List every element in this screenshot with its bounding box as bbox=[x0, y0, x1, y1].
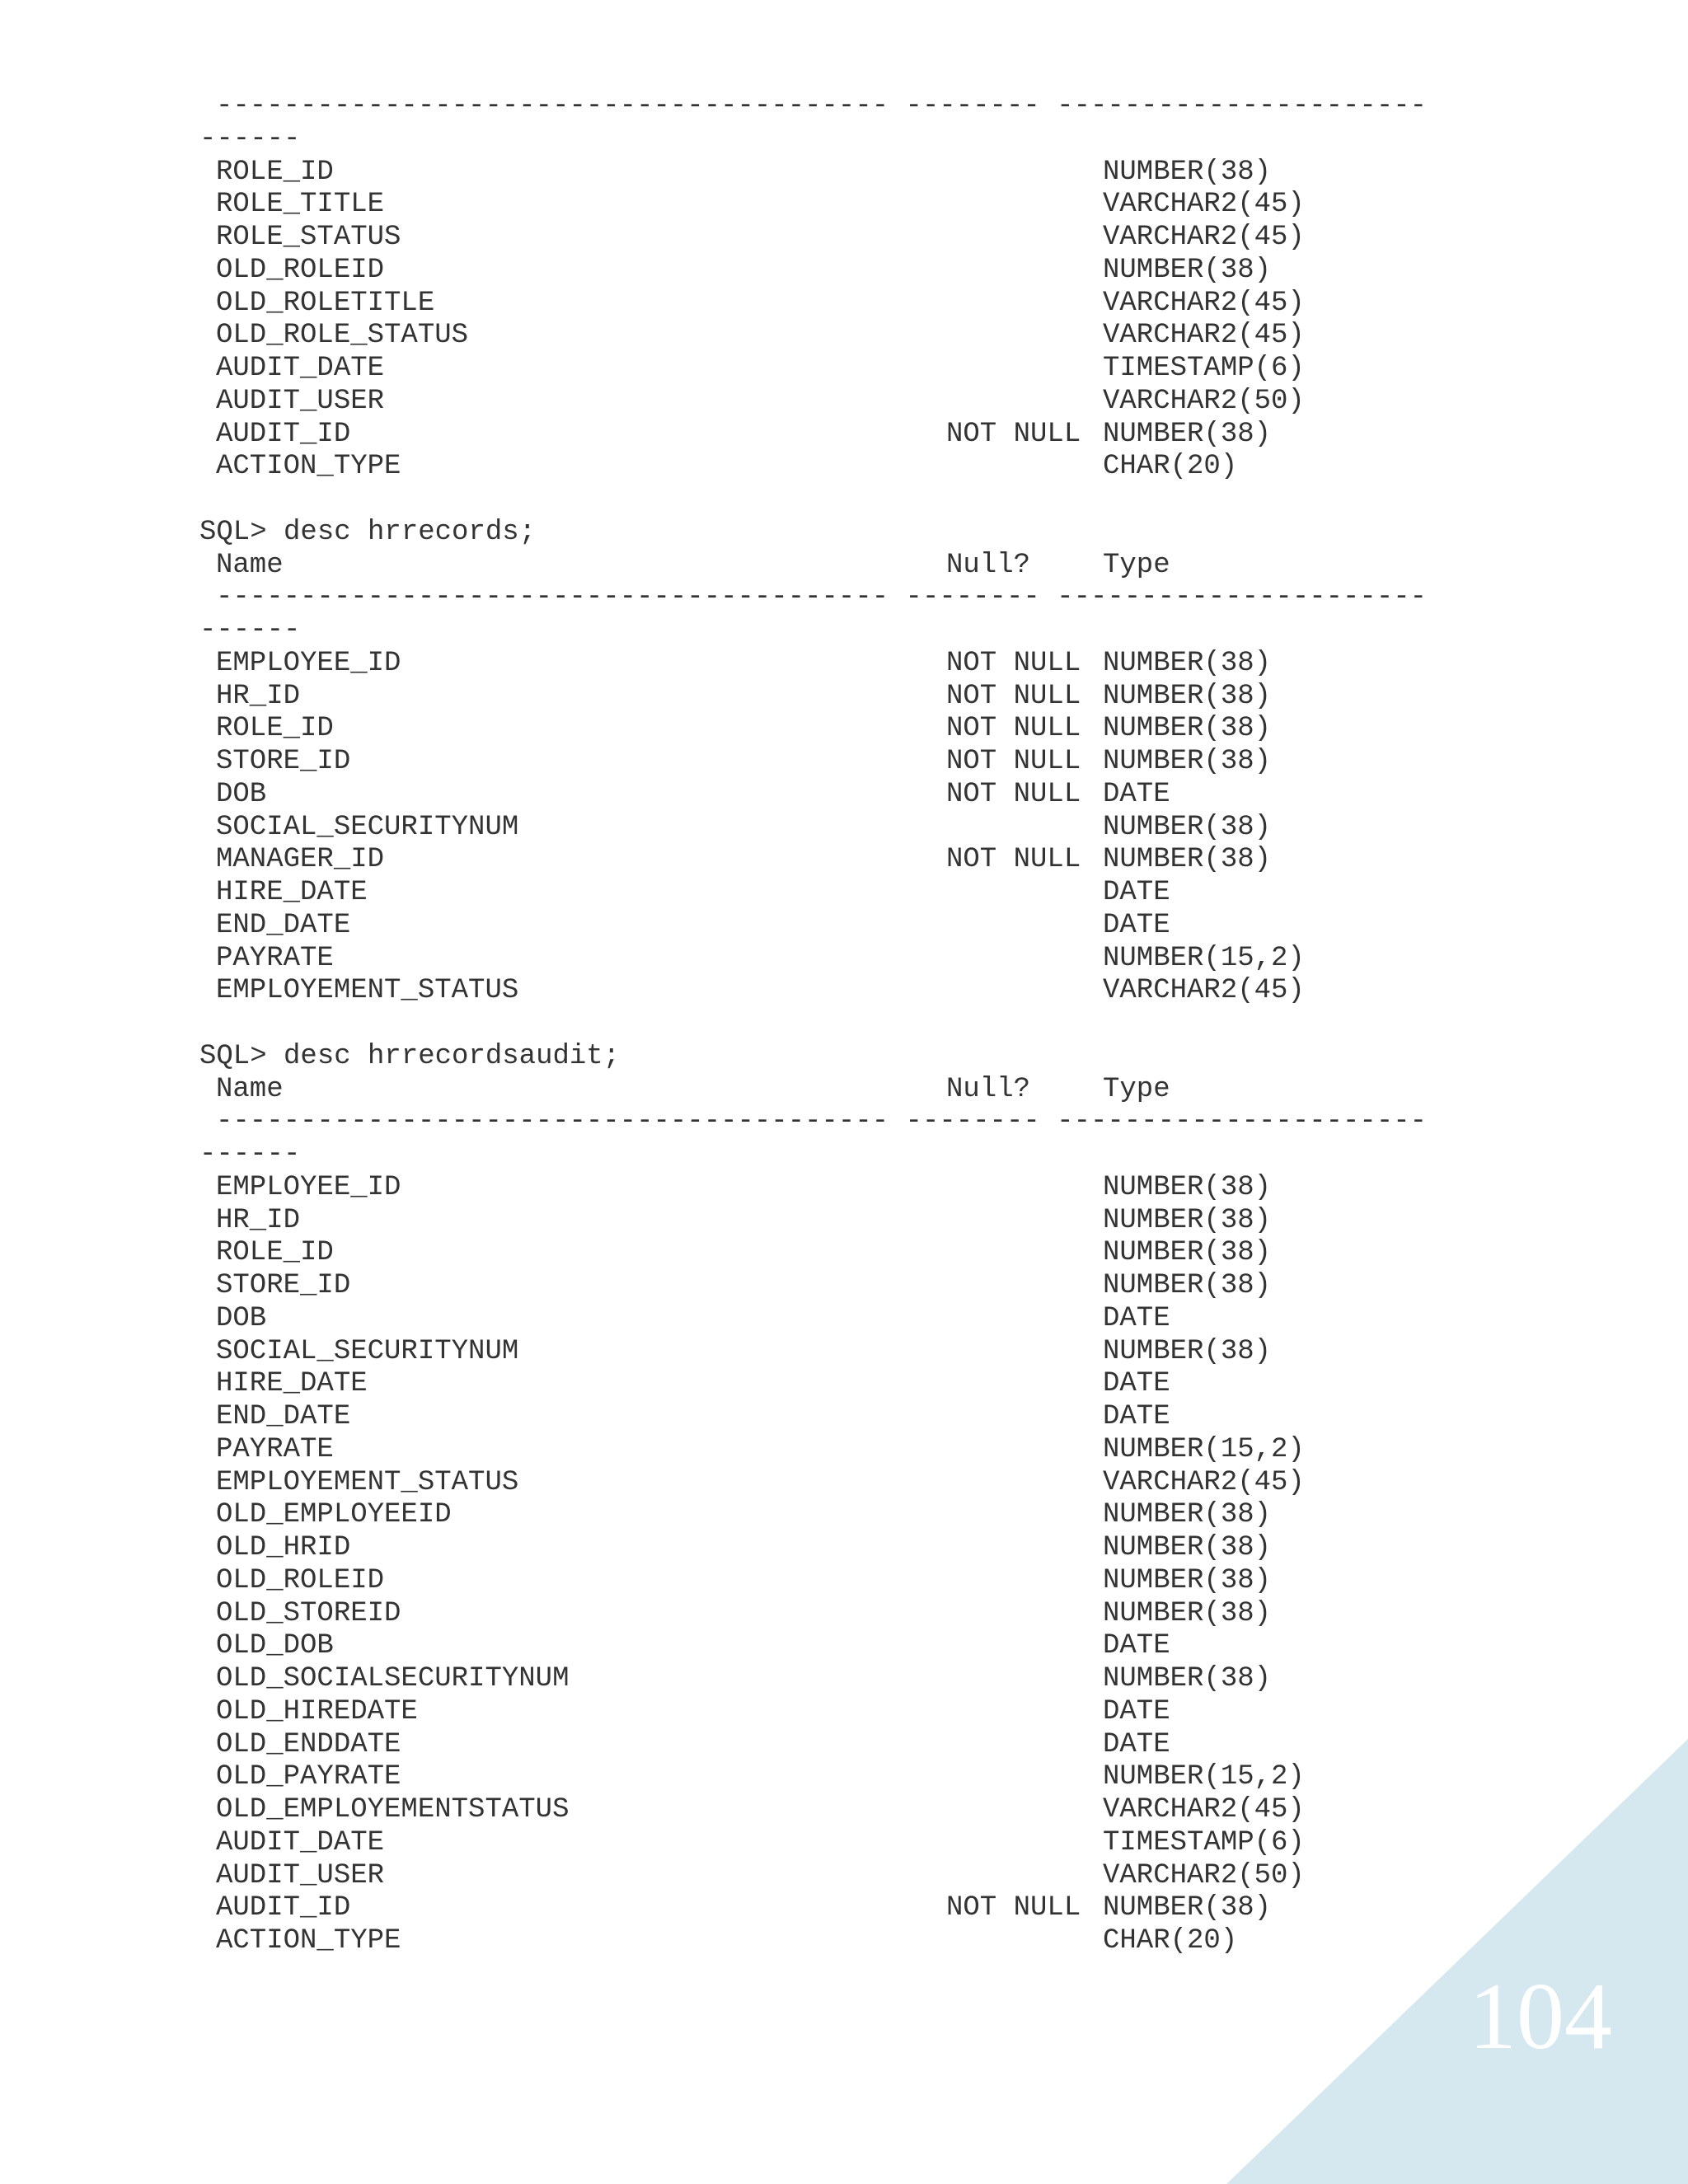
column-type: VARCHAR2(50) bbox=[1103, 1859, 1305, 1891]
column-type: NUMBER(38) bbox=[1103, 647, 1272, 679]
column-row bbox=[199, 746, 1551, 779]
column-type: DATE bbox=[1103, 778, 1170, 810]
header-null: Null? bbox=[946, 1073, 1031, 1105]
column-name: ROLE_ID bbox=[216, 713, 334, 745]
column-type: NUMBER(15,2) bbox=[1103, 1433, 1305, 1465]
header-type: Type bbox=[1103, 549, 1170, 581]
column-header-row bbox=[199, 1074, 1551, 1107]
column-name: OLD_ROLEID bbox=[216, 1564, 385, 1596]
column-null: NOT NULL bbox=[946, 746, 1081, 777]
column-name: HR_ID bbox=[216, 1204, 301, 1236]
column-name: STORE_ID bbox=[216, 1270, 351, 1301]
column-type: NUMBER(38) bbox=[1103, 1499, 1272, 1531]
column-row bbox=[199, 713, 1551, 746]
column-type: VARCHAR2(45) bbox=[1103, 222, 1305, 253]
column-name: DOB bbox=[216, 1302, 267, 1334]
column-row bbox=[199, 943, 1551, 976]
column-row bbox=[199, 1827, 1551, 1860]
column-name: SOCIAL_SECURITYNUM bbox=[216, 811, 519, 843]
column-name: ROLE_TITLE bbox=[216, 189, 385, 221]
separator-line: ---------------------------------------- -------- ---------------------- bbox=[216, 1106, 1428, 1138]
column-row bbox=[199, 1336, 1551, 1369]
column-type: CHAR(20) bbox=[1103, 451, 1238, 483]
column-row bbox=[199, 1467, 1551, 1500]
column-type: NUMBER(38) bbox=[1103, 156, 1272, 188]
column-name: EMPLOYEE_ID bbox=[216, 1171, 401, 1203]
column-name: OLD_PAYRATE bbox=[216, 1761, 401, 1793]
sql-prompt: SQL> desc hrrecordsaudit; bbox=[199, 1040, 621, 1072]
page-number: 104 bbox=[1469, 1964, 1612, 2069]
column-row bbox=[199, 975, 1551, 1008]
column-row bbox=[199, 353, 1551, 386]
column-type: VARCHAR2(45) bbox=[1103, 1466, 1305, 1498]
column-row bbox=[199, 386, 1551, 419]
column-name: EMPLOYEMENT_STATUS bbox=[216, 975, 519, 1007]
column-header-row bbox=[199, 550, 1551, 583]
column-row bbox=[199, 1401, 1551, 1434]
column-name: AUDIT_ID bbox=[216, 1892, 351, 1924]
column-row bbox=[199, 910, 1551, 943]
column-row bbox=[199, 157, 1551, 190]
column-type: TIMESTAMP(6) bbox=[1103, 353, 1305, 384]
header-name: Name bbox=[216, 549, 284, 581]
column-type: DATE bbox=[1103, 909, 1170, 941]
column-type: CHAR(20) bbox=[1103, 1925, 1238, 1957]
column-row bbox=[199, 681, 1551, 714]
column-name: OLD_ROLETITLE bbox=[216, 287, 435, 319]
column-name: OLD_ENDDATE bbox=[216, 1728, 401, 1760]
column-row bbox=[199, 1729, 1551, 1762]
column-row bbox=[199, 779, 1551, 812]
column-row bbox=[199, 419, 1551, 452]
column-name: HIRE_DATE bbox=[216, 1368, 368, 1400]
column-type: VARCHAR2(45) bbox=[1103, 189, 1305, 221]
column-name: ROLE_ID bbox=[216, 1237, 334, 1269]
column-name: OLD_EMPLOYEEID bbox=[216, 1499, 452, 1531]
column-type: VARCHAR2(45) bbox=[1103, 975, 1305, 1007]
column-name: STORE_ID bbox=[216, 746, 351, 777]
column-name: OLD_DOB bbox=[216, 1630, 334, 1662]
column-name: OLD_SOCIALSECURITYNUM bbox=[216, 1663, 570, 1694]
column-type: NUMBER(38) bbox=[1103, 1270, 1272, 1301]
column-type: NUMBER(15,2) bbox=[1103, 1761, 1305, 1793]
column-type: DATE bbox=[1103, 1401, 1170, 1432]
column-row bbox=[199, 1270, 1551, 1303]
column-name: ROLE_ID bbox=[216, 156, 334, 188]
column-row bbox=[199, 1860, 1551, 1893]
column-name: AUDIT_DATE bbox=[216, 353, 385, 384]
column-type: NUMBER(38) bbox=[1103, 254, 1272, 286]
column-name: AUDIT_DATE bbox=[216, 1826, 385, 1858]
column-type: VARCHAR2(45) bbox=[1103, 320, 1305, 352]
column-type: NUMBER(15,2) bbox=[1103, 942, 1305, 974]
column-name: END_DATE bbox=[216, 909, 351, 941]
column-null: NOT NULL bbox=[946, 680, 1081, 712]
describe-block bbox=[199, 1041, 1551, 1958]
column-name: AUDIT_USER bbox=[216, 1859, 385, 1891]
column-type: NUMBER(38) bbox=[1103, 844, 1272, 876]
column-row bbox=[199, 877, 1551, 910]
column-row bbox=[199, 320, 1551, 353]
column-name: SOCIAL_SECURITYNUM bbox=[216, 1335, 519, 1367]
column-name: HIRE_DATE bbox=[216, 877, 368, 908]
column-name: PAYRATE bbox=[216, 942, 334, 974]
separator-wrap: ------ bbox=[199, 123, 301, 155]
column-row bbox=[199, 1925, 1551, 1958]
column-name: EMPLOYEMENT_STATUS bbox=[216, 1466, 519, 1498]
column-name: DOB bbox=[216, 778, 267, 810]
column-type: NUMBER(38) bbox=[1103, 418, 1272, 450]
column-name: OLD_ROLE_STATUS bbox=[216, 320, 469, 352]
column-row bbox=[199, 1630, 1551, 1663]
column-name: OLD_STOREID bbox=[216, 1597, 401, 1629]
header-null: Null? bbox=[946, 549, 1031, 581]
column-row bbox=[199, 1761, 1551, 1794]
column-row bbox=[199, 844, 1551, 877]
column-name: HR_ID bbox=[216, 680, 301, 712]
column-type: DATE bbox=[1103, 877, 1170, 908]
header-name: Name bbox=[216, 1073, 284, 1105]
column-type: DATE bbox=[1103, 1302, 1170, 1334]
column-name: END_DATE bbox=[216, 1401, 351, 1432]
column-row bbox=[199, 1303, 1551, 1336]
column-name: OLD_ROLEID bbox=[216, 254, 385, 286]
column-name: ROLE_STATUS bbox=[216, 222, 401, 253]
column-row bbox=[199, 812, 1551, 845]
column-type: NUMBER(38) bbox=[1103, 1892, 1272, 1924]
column-type: DATE bbox=[1103, 1630, 1170, 1662]
column-type: NUMBER(38) bbox=[1103, 680, 1272, 712]
column-type: NUMBER(38) bbox=[1103, 1663, 1272, 1694]
header-type: Type bbox=[1103, 1073, 1170, 1105]
describe-block bbox=[199, 91, 1551, 484]
column-type: NUMBER(38) bbox=[1103, 1171, 1272, 1203]
column-type: VARCHAR2(45) bbox=[1103, 1794, 1305, 1825]
column-null: NOT NULL bbox=[946, 844, 1081, 876]
column-row bbox=[199, 1532, 1551, 1565]
column-row bbox=[199, 222, 1551, 255]
column-row bbox=[199, 1696, 1551, 1729]
column-type: NUMBER(38) bbox=[1103, 1204, 1272, 1236]
column-type: NUMBER(38) bbox=[1103, 1564, 1272, 1596]
column-type: DATE bbox=[1103, 1368, 1170, 1400]
column-row bbox=[199, 1368, 1551, 1401]
column-row bbox=[199, 1794, 1551, 1827]
column-type: VARCHAR2(45) bbox=[1103, 287, 1305, 319]
describe-block bbox=[199, 517, 1551, 1008]
column-null: NOT NULL bbox=[946, 647, 1081, 679]
column-name: PAYRATE bbox=[216, 1433, 334, 1465]
column-name: OLD_EMPLOYEMENTSTATUS bbox=[216, 1794, 570, 1825]
column-name: EMPLOYEE_ID bbox=[216, 647, 401, 679]
column-name: AUDIT_USER bbox=[216, 385, 385, 417]
column-row bbox=[199, 1434, 1551, 1467]
column-name: OLD_HIREDATE bbox=[216, 1695, 418, 1727]
column-null: NOT NULL bbox=[946, 418, 1081, 450]
column-name: OLD_HRID bbox=[216, 1532, 351, 1563]
column-row bbox=[199, 451, 1551, 484]
column-null: NOT NULL bbox=[946, 1892, 1081, 1924]
column-row bbox=[199, 1237, 1551, 1270]
column-type: NUMBER(38) bbox=[1103, 713, 1272, 745]
sql-output bbox=[199, 91, 1551, 1958]
column-type: NUMBER(38) bbox=[1103, 1532, 1272, 1563]
column-row bbox=[199, 1172, 1551, 1205]
column-row bbox=[199, 1565, 1551, 1598]
sql-prompt: SQL> desc hrrecords; bbox=[199, 516, 537, 548]
separator-line: ---------------------------------------- -------- ---------------------- bbox=[216, 91, 1428, 122]
separator-wrap: ------ bbox=[199, 1139, 301, 1170]
column-type: DATE bbox=[1103, 1695, 1170, 1727]
column-row bbox=[199, 1205, 1551, 1238]
column-row bbox=[199, 1663, 1551, 1696]
column-row bbox=[199, 1499, 1551, 1532]
column-type: NUMBER(38) bbox=[1103, 746, 1272, 777]
column-type: VARCHAR2(50) bbox=[1103, 385, 1305, 417]
column-row bbox=[199, 1892, 1551, 1925]
column-type: NUMBER(38) bbox=[1103, 1237, 1272, 1269]
column-name: ACTION_TYPE bbox=[216, 451, 401, 483]
column-type: NUMBER(38) bbox=[1103, 1335, 1272, 1367]
column-row bbox=[199, 1598, 1551, 1631]
column-name: MANAGER_ID bbox=[216, 844, 385, 876]
separator-line: ---------------------------------------- -------- ---------------------- bbox=[216, 582, 1428, 614]
column-null: NOT NULL bbox=[946, 778, 1081, 810]
column-row bbox=[199, 189, 1551, 222]
column-row bbox=[199, 255, 1551, 288]
column-null: NOT NULL bbox=[946, 713, 1081, 745]
separator-wrap: ------ bbox=[199, 615, 301, 646]
column-row bbox=[199, 288, 1551, 321]
column-name: AUDIT_ID bbox=[216, 418, 351, 450]
column-type: DATE bbox=[1103, 1728, 1170, 1760]
column-type: NUMBER(38) bbox=[1103, 1597, 1272, 1629]
column-type: TIMESTAMP(6) bbox=[1103, 1826, 1305, 1858]
column-row bbox=[199, 648, 1551, 681]
column-name: ACTION_TYPE bbox=[216, 1925, 401, 1957]
column-type: NUMBER(38) bbox=[1103, 811, 1272, 843]
